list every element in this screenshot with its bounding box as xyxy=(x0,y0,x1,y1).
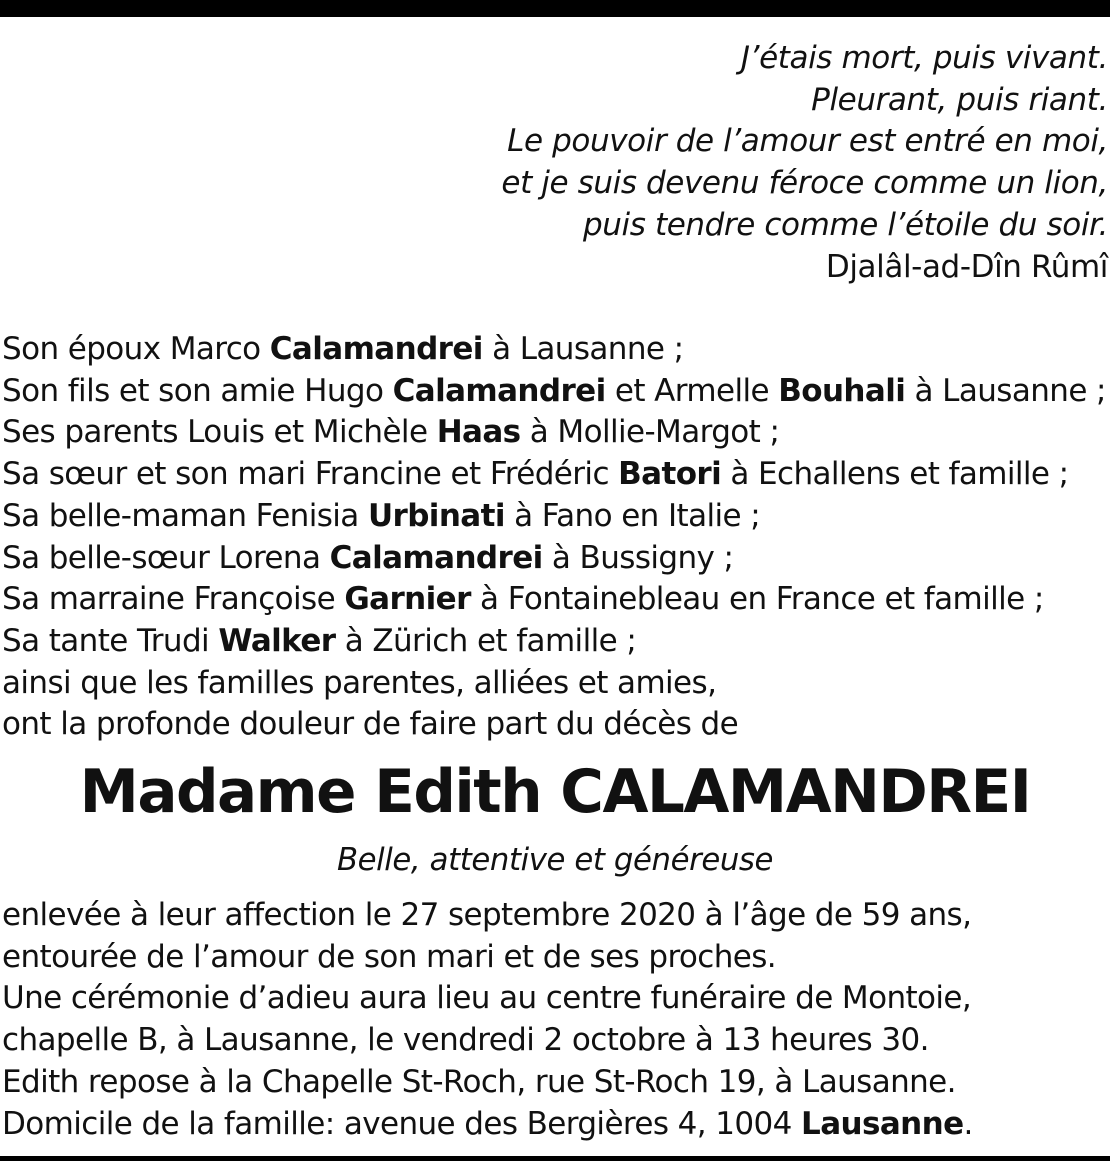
address-text: . xyxy=(963,1105,973,1142)
family-text: et Armelle xyxy=(605,372,779,409)
family-text: à Lausanne ; xyxy=(482,331,684,367)
detail-line: enlevée à leur affection le 27 septembre 2020 à l’âge de 59 ans, xyxy=(2,897,972,933)
family-text: Sa marraine Françoise xyxy=(2,581,345,618)
address-city: Lausanne xyxy=(801,1105,964,1142)
family-text: Sa tante Trudi xyxy=(2,622,219,659)
family-text: ont la profonde douleur de faire part du décès de xyxy=(2,706,739,743)
family-text: à Mollie-Margot ; xyxy=(520,414,780,451)
detail-line: Une cérémonie d’adieu aura lieu au centre funéraire de Montoie, xyxy=(2,980,972,1017)
family-text: à Echallens et famille ; xyxy=(721,456,1069,493)
family-line xyxy=(2,371,1106,413)
family-line xyxy=(2,621,1106,663)
family-line xyxy=(2,538,1106,580)
family-text: Sa belle-maman Fenisia xyxy=(2,497,368,534)
quote-line: J’étais mort, puis vivant. xyxy=(740,40,1108,76)
bottom-border-rule xyxy=(0,1156,1110,1161)
family-text: à Zürich et famille ; xyxy=(335,622,637,659)
top-border-rule xyxy=(0,0,1110,17)
family-line xyxy=(2,704,1106,746)
family-text: à Fano en Italie ; xyxy=(504,497,761,534)
deceased-name: Madame Edith CALAMANDREI xyxy=(79,757,1031,827)
family-surname: Batori xyxy=(618,456,722,493)
family-line xyxy=(2,329,1106,371)
family-text: Son fils et son amie Hugo xyxy=(2,372,393,409)
family-text: Sa belle-sœur Lorena xyxy=(2,539,330,576)
family-line xyxy=(2,496,1106,538)
family-surname: Calamandrei xyxy=(329,539,543,576)
family-list xyxy=(2,329,1106,746)
announcement-details xyxy=(2,895,973,1145)
family-text: Ses parents Louis et Michèle xyxy=(2,414,437,451)
family-surname: Calamandrei xyxy=(269,331,483,367)
family-surname: Bouhali xyxy=(778,372,906,409)
family-text: Son époux Marco xyxy=(2,331,270,367)
epigraph-quote xyxy=(501,38,1108,288)
quote-line: Pleurant, puis riant. xyxy=(811,81,1108,118)
family-address-line xyxy=(2,1104,973,1146)
family-text: à Bussigny ; xyxy=(542,539,734,576)
family-surname: Garnier xyxy=(344,581,471,618)
family-text: à Lausanne ; xyxy=(905,372,1106,409)
detail-line: chapelle B, à Lausanne, le vendredi 2 octobre à 13 heures 30. xyxy=(2,1022,929,1059)
deceased-epitaph: Belle, attentive et généreuse xyxy=(336,842,774,878)
family-surname: Haas xyxy=(436,414,521,451)
quote-line: et je suis devenu féroce comme un lion, xyxy=(501,165,1108,202)
family-surname: Walker xyxy=(218,622,336,659)
quote-line: puis tendre comme l’étoile du soir. xyxy=(583,206,1108,243)
detail-line: entourée de l’amour de son mari et de ses proches. xyxy=(2,938,777,975)
family-text: à Fontainebleau en France et famille ; xyxy=(470,581,1044,618)
family-line xyxy=(2,663,1106,705)
quote-line: Le pouvoir de l’amour est entré en moi, xyxy=(507,123,1108,160)
family-line xyxy=(2,454,1106,496)
quote-author: Djalâl-ad-Dîn Rûmî xyxy=(825,248,1108,285)
address-text: Domicile de la famille: avenue des Bergières 4, 1004 xyxy=(2,1105,802,1142)
family-line xyxy=(2,412,1106,454)
family-text: Sa sœur et son mari Francine et Frédéric xyxy=(2,456,619,493)
family-line xyxy=(2,579,1106,621)
family-text: ainsi que les familles parentes, alliées et amies, xyxy=(2,664,717,701)
family-surname: Urbinati xyxy=(367,497,505,534)
family-surname: Calamandrei xyxy=(392,372,606,409)
detail-line: Edith repose à la Chapelle St-Roch, rue St-Roch 19, à Lausanne. xyxy=(2,1063,956,1100)
